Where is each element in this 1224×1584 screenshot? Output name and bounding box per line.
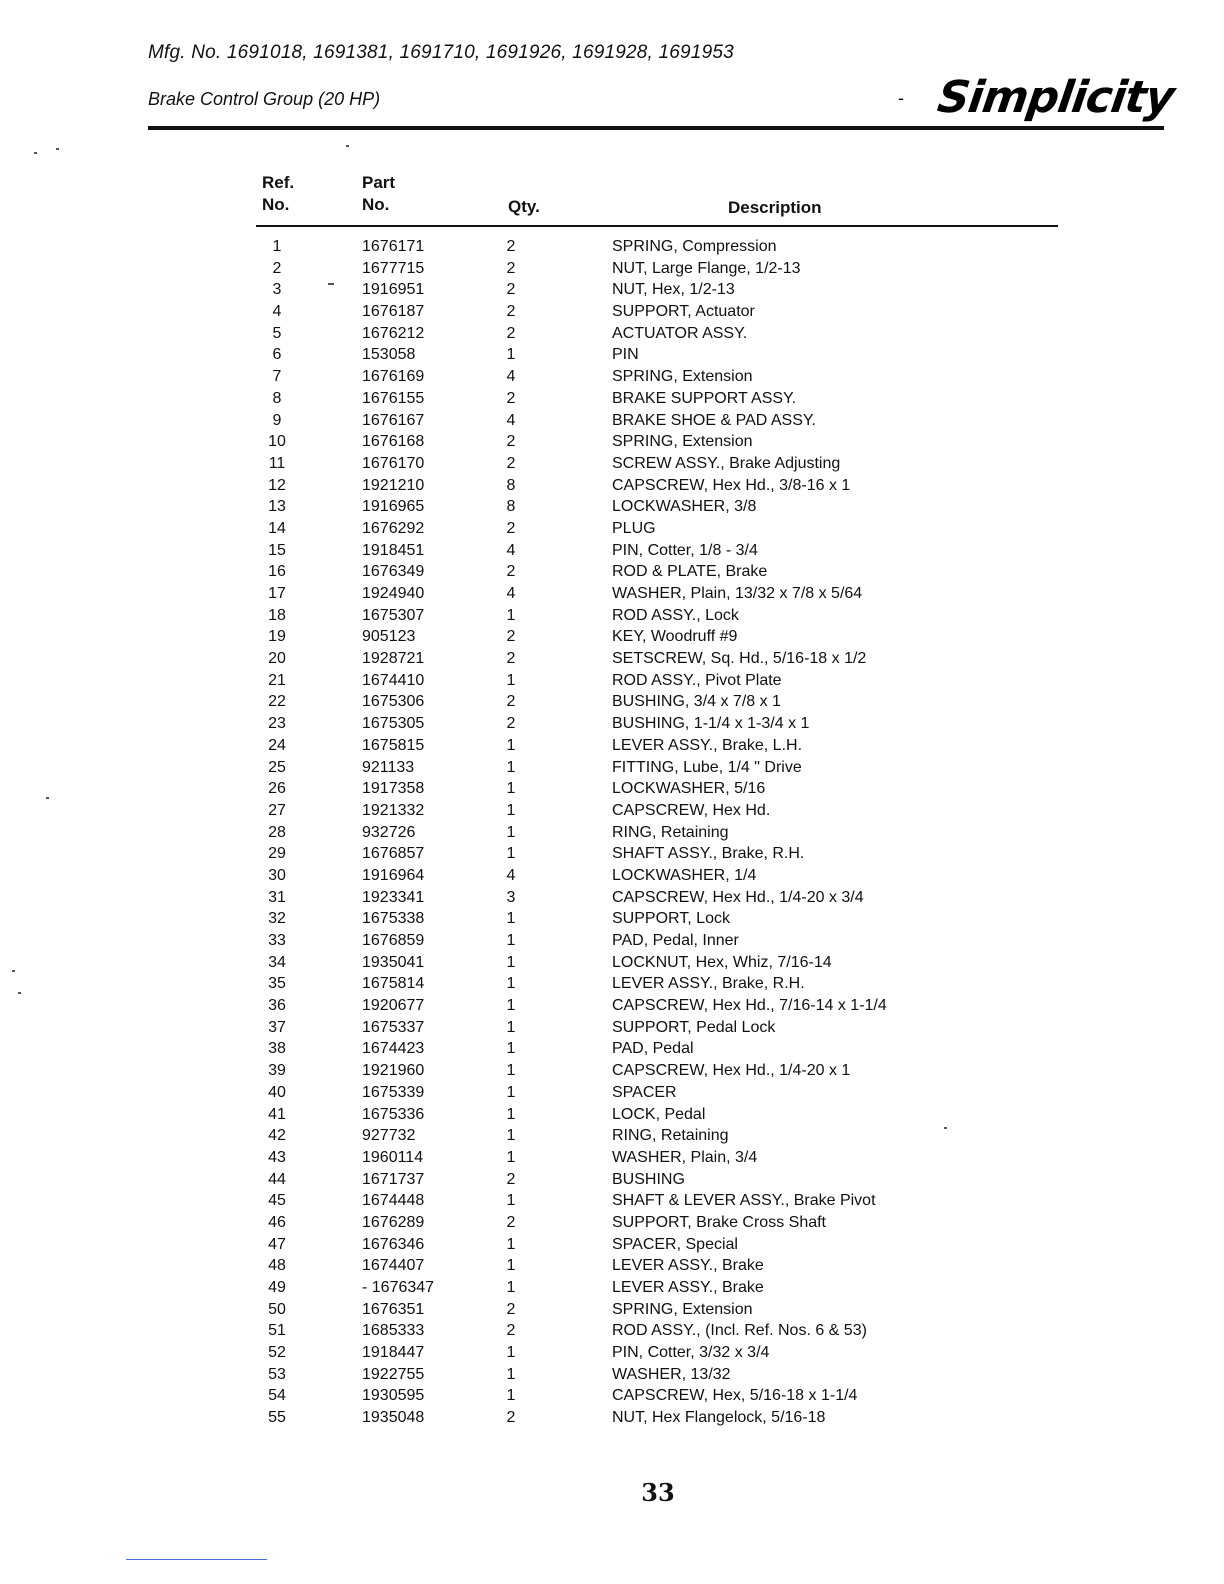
table-row [0,1407,1224,1429]
ref-number: 40 [268,1083,286,1101]
part-number: 1918447 [362,1344,425,1362]
ref-number: 43 [268,1148,286,1166]
ref-number: 1 [272,238,282,255]
table-row [0,236,1224,258]
part-number: 1685333 [362,1322,425,1340]
ref-number: 32 [268,910,286,928]
column-header-rule [256,225,1058,227]
ref-number: 12 [268,476,286,494]
column-header-part-line1: Part [362,173,396,192]
description: SCREW ASSY., Brake Adjusting [612,454,841,472]
description: LOCK, Pedal [612,1105,706,1123]
description: BRAKE SHOE & PAD ASSY. [612,411,816,429]
table-row [0,995,1224,1017]
scan-speck [34,152,37,154]
table-row [0,1364,1224,1386]
quantity: 2 [506,259,516,277]
ref-number: 33 [268,932,286,949]
quantity: 4 [506,866,516,884]
table-row [0,1060,1224,1082]
quantity: 1 [506,1062,516,1080]
column-header-description: Description [728,198,822,217]
header-dash: - [898,88,904,108]
description: PAD, Pedal [612,1040,694,1058]
quantity: 2 [506,324,516,342]
quantity: 2 [506,715,516,733]
part-number: 932726 [362,823,416,841]
ref-number: 17 [268,585,286,602]
part-number: 1674423 [362,1040,425,1058]
quantity: 2 [506,433,516,451]
ref-number: 45 [268,1192,286,1210]
description: WASHER, Plain, 3/4 [612,1148,758,1166]
ref-number: 35 [268,975,286,993]
description: ROD ASSY., Pivot Plate [612,671,782,689]
table-row [0,1147,1224,1169]
table-row [0,691,1224,713]
description: PIN [612,346,639,364]
ref-number: 21 [268,671,286,689]
column-header-ref-line1: Ref. [262,173,295,192]
part-number: 1676155 [362,389,425,407]
ref-number: 41 [268,1105,286,1123]
table-row [0,366,1224,388]
ref-number: 23 [268,715,286,733]
description: RING, Retaining [612,1127,729,1145]
ref-number: 15 [268,541,286,559]
description: SETSCREW, Sq. Hd., 5/16-18 x 1/2 [612,650,867,668]
ref-number: 28 [268,823,286,841]
ref-number: 55 [268,1409,286,1427]
scan-speck [56,148,59,150]
column-header-part-line2: No. [362,195,390,214]
description: SPRING, Extension [612,368,753,386]
quantity: 1 [506,346,516,364]
part-number: 1676351 [362,1300,425,1318]
ref-number: 44 [268,1170,286,1188]
description: NUT, Hex, 1/2-13 [612,281,735,299]
ref-number: 13 [268,498,286,516]
table-row [0,475,1224,497]
part-number: 1916965 [362,498,425,516]
part-number: 1928721 [362,650,425,668]
table-row [0,1320,1224,1342]
quantity: 4 [506,411,516,429]
part-number: 1675339 [362,1083,425,1101]
quantity: 1 [506,1192,516,1210]
part-number: 1675306 [362,693,425,711]
part-number: 1675305 [362,715,425,733]
description: ROD ASSY., (Incl. Ref. Nos. 6 & 53) [612,1322,867,1340]
part-number: 1676289 [362,1213,425,1231]
quantity: 1 [506,1040,516,1058]
ref-number: 22 [268,693,286,711]
ref-number: 25 [268,758,286,776]
table-row [0,735,1224,757]
part-number: - 1676347 [362,1279,435,1296]
description: CAPSCREW, Hex Hd., 3/8-16 x 1 [612,476,851,494]
table-row [0,1342,1224,1364]
part-number: 1675307 [362,606,425,624]
quantity: 1 [506,606,516,624]
ref-number: 4 [272,303,282,321]
quantity: 2 [506,1213,516,1231]
part-number: 1676349 [362,563,425,581]
ref-number: 27 [268,801,286,819]
description: NUT, Hex Flangelock, 5/16-18 [612,1409,826,1427]
description: CAPSCREW, Hex Hd., 1/4-20 x 3/4 [612,888,864,906]
description: PAD, Pedal, Inner [612,932,739,949]
ref-number: 50 [268,1300,286,1318]
table-row [0,258,1224,280]
table-row [0,605,1224,627]
part-number: 1916964 [362,866,425,884]
quantity: 1 [506,1257,516,1275]
description: SUPPORT, Brake Cross Shaft [612,1213,826,1231]
quantity: 2 [506,389,516,407]
description: LEVER ASSY., Brake, L.H. [612,736,803,754]
table-row [0,1082,1224,1104]
table-row [0,1190,1224,1212]
ref-number: 48 [268,1257,286,1275]
ref-number: 52 [268,1344,286,1362]
table-row [0,952,1224,974]
quantity: 2 [506,454,516,472]
brand-logo: Simplicity [934,72,1177,123]
table-row [0,1017,1224,1039]
quantity: 1 [506,910,516,928]
description: SPRING, Extension [612,433,753,451]
description: BUSHING [612,1170,685,1188]
part-number: 1671737 [362,1170,425,1188]
ref-number: 34 [268,953,286,971]
part-number: 1676187 [362,303,425,321]
quantity: 2 [506,650,516,668]
description: ACTUATOR ASSY. [612,324,748,342]
description: ROD & PLATE, Brake [612,563,768,581]
description: WASHER, 13/32 [612,1365,731,1383]
part-number: 905123 [362,628,416,646]
part-number: 927732 [362,1127,416,1145]
ref-number: 53 [268,1365,286,1383]
ref-number: 46 [268,1213,286,1231]
description: SPRING, Extension [612,1300,753,1318]
ref-number: 7 [272,368,282,386]
table-row [0,648,1224,670]
description: PIN, Cotter, 3/32 x 3/4 [612,1344,770,1362]
page-number: 33 [641,1478,675,1507]
part-number: 1960114 [362,1148,424,1166]
table-row [0,279,1224,301]
part-number: 1676170 [362,454,425,472]
group-title: Brake Control Group (20 HP) [148,89,381,109]
ref-number: 29 [268,845,286,863]
table-row [0,561,1224,583]
quantity: 2 [506,519,516,537]
part-number: 1676171 [362,238,425,255]
quantity: 1 [506,1344,516,1362]
description: PIN, Cotter, 1/8 - 3/4 [612,541,758,559]
table-row [0,1125,1224,1147]
table-row [0,973,1224,995]
table-row [0,1299,1224,1321]
ref-number: 54 [268,1387,286,1405]
quantity: 2 [506,563,516,581]
table-row [0,670,1224,692]
quantity: 1 [506,1127,516,1145]
description: RING, Retaining [612,823,729,841]
quantity: 4 [506,541,516,559]
ref-number: 47 [268,1235,286,1253]
description: CAPSCREW, Hex Hd., 7/16-14 x 1-1/4 [612,997,887,1015]
part-number: 1676346 [362,1235,425,1253]
ref-number: 31 [268,888,286,906]
quantity: 1 [506,1365,516,1383]
table-row [0,518,1224,540]
table-row [0,1169,1224,1191]
part-number: 921133 [362,758,415,776]
quantity: 1 [506,1105,516,1123]
part-number: 1922755 [362,1365,425,1383]
part-number: 1675336 [362,1105,425,1123]
parts-list [0,236,1224,1429]
ref-number: 14 [268,519,286,537]
description: LEVER ASSY., Brake, R.H. [612,975,805,993]
quantity: 1 [506,845,516,863]
part-number: 1918451 [362,541,425,559]
part-number: 1921332 [362,801,425,819]
table-row [0,757,1224,779]
quantity: 2 [506,628,516,646]
quantity: 2 [506,1300,516,1318]
part-number: 1675338 [362,910,425,928]
part-number: 1675337 [362,1018,425,1036]
column-header-ref-line2: No. [262,195,290,214]
description: CAPSCREW, Hex Hd. [612,801,771,819]
table-row [0,908,1224,930]
ref-number: 2 [272,259,282,277]
part-number: 1923341 [362,888,425,906]
ref-number: 20 [268,650,286,668]
ref-number: 18 [268,606,286,624]
table-row [0,1277,1224,1299]
quantity: 2 [506,693,516,711]
description: LOCKWASHER, 1/4 [612,866,757,884]
quantity: 1 [506,975,516,993]
description: BUSHING, 3/4 x 7/8 x 1 [612,693,781,711]
ref-number: 10 [268,433,286,451]
table-row [0,865,1224,887]
ref-number: 16 [268,563,286,581]
quantity: 4 [506,585,516,602]
part-number: 153058 [362,346,416,364]
description: LEVER ASSY., Brake [612,1257,764,1275]
description: WASHER, Plain, 13/32 x 7/8 x 5/64 [612,585,863,602]
table-row [0,1255,1224,1277]
ref-number: 8 [272,389,282,407]
table-row [0,1212,1224,1234]
description: SPACER [612,1083,677,1101]
quantity: 1 [506,671,516,689]
quantity: 1 [506,1387,516,1405]
part-number: 1674448 [362,1192,425,1210]
part-number: 1675815 [362,736,425,754]
part-number: 1921210 [362,476,425,494]
quantity: 2 [506,1170,516,1188]
table-row [0,887,1224,909]
table-row [0,540,1224,562]
ref-number: 51 [268,1322,286,1340]
quantity: 1 [506,736,516,754]
ref-number: 3 [272,281,282,299]
quantity: 1 [506,1148,516,1166]
ref-number: 26 [268,780,286,798]
part-number: 1674410 [362,671,425,689]
column-header-ref [262,172,294,216]
description: PLUG [612,519,656,537]
part-number: 1920677 [362,997,425,1015]
part-number: 1935041 [362,953,425,971]
ref-number: 11 [268,454,286,472]
table-row [0,496,1224,518]
quantity: 1 [506,1279,516,1296]
table-row [0,713,1224,735]
ref-number: 30 [268,866,286,884]
part-number: 1676857 [362,845,425,863]
quantity: 1 [506,1083,516,1101]
description: SUPPORT, Lock [612,910,730,928]
quantity: 2 [506,303,516,321]
quantity: 2 [506,281,516,299]
quantity: 4 [506,368,516,386]
mfg-number-line: Mfg. No. 1691018, 1691381, 1691710, 1691926, 1691928, 1691953 [148,42,734,63]
table-row [0,344,1224,366]
table-row [0,453,1224,475]
description: KEY, Woodruff #9 [612,628,738,646]
ref-number: 49 [268,1279,286,1296]
table-row [0,583,1224,605]
ref-number: 36 [268,997,286,1015]
part-number: 1676168 [362,433,425,451]
description: ROD ASSY., Lock [612,606,739,624]
description: BRAKE SUPPORT ASSY. [612,389,797,407]
quantity: 1 [506,1018,516,1036]
table-row [0,1385,1224,1407]
description: LOCKNUT, Hex, Whiz, 7/16-14 [612,953,832,971]
part-number: 1930595 [362,1387,425,1405]
table-row [0,1104,1224,1126]
quantity: 1 [506,780,516,798]
table-row [0,822,1224,844]
quantity: 1 [506,953,516,971]
quantity: 2 [506,238,516,255]
part-number: 1924940 [362,585,425,602]
part-number: 1675814 [362,975,425,993]
part-number: 1674407 [362,1257,425,1275]
description: SHAFT ASSY., Brake, R.H. [612,845,805,863]
part-number: 1676212 [362,324,425,342]
description: NUT, Large Flange, 1/2-13 [612,259,801,277]
header-rule [148,126,1164,130]
quantity: 2 [506,1409,516,1427]
table-row [0,800,1224,822]
ref-number: 24 [268,736,286,754]
part-number: 1676169 [362,368,425,386]
part-number: 1917358 [362,780,425,798]
ref-number: 37 [268,1018,286,1036]
description: BUSHING, 1-1/4 x 1-3/4 x 1 [612,715,810,733]
quantity: 3 [506,888,516,906]
quantity: 1 [506,801,516,819]
table-row [0,388,1224,410]
ref-number: 39 [268,1062,286,1080]
part-number: 1677715 [362,259,425,277]
description: SPRING, Compression [612,238,777,255]
description: SHAFT & LEVER ASSY., Brake Pivot [612,1192,876,1210]
ref-number: 6 [272,346,282,364]
description: SPACER, Special [612,1235,738,1253]
bottom-underline [126,1559,267,1560]
part-number: 1676292 [362,519,425,537]
ref-number: 9 [272,411,282,429]
part-number: 1676859 [362,932,425,949]
part-number: 1916951 [362,281,425,299]
table-row [0,323,1224,345]
quantity: 8 [506,498,516,516]
scan-speck [346,145,349,147]
quantity: 1 [506,1235,516,1253]
part-number: 1935048 [362,1409,425,1427]
table-row [0,301,1224,323]
table-row [0,410,1224,432]
description: LOCKWASHER, 3/8 [612,498,757,516]
ref-number: 38 [268,1040,286,1058]
description: FITTING, Lube, 1/4 " Drive [612,758,802,776]
table-row [0,843,1224,865]
quantity: 2 [506,1322,516,1340]
table-row [0,1038,1224,1060]
ref-number: 42 [268,1127,286,1145]
table-row [0,930,1224,952]
description: LOCKWASHER, 5/16 [612,780,766,798]
part-number: 1676167 [362,411,425,429]
description: SUPPORT, Pedal Lock [612,1018,776,1036]
table-row [0,431,1224,453]
quantity: 1 [506,932,516,949]
table-row [0,1234,1224,1256]
quantity: 1 [506,823,516,841]
quantity: 1 [506,997,516,1015]
description: CAPSCREW, Hex Hd., 1/4-20 x 1 [612,1062,851,1080]
quantity: 8 [506,476,516,494]
quantity: 1 [506,758,516,776]
ref-number: 19 [268,628,286,646]
description: LEVER ASSY., Brake [612,1279,764,1296]
table-row [0,778,1224,800]
table-row [0,626,1224,648]
column-header-qty: Qty. [508,197,540,216]
ref-number: 5 [272,324,282,342]
part-number: 1921960 [362,1062,425,1080]
description: SUPPORT, Actuator [612,303,755,321]
description: CAPSCREW, Hex, 5/16-18 x 1-1/4 [612,1387,858,1405]
column-header-part [362,172,395,216]
